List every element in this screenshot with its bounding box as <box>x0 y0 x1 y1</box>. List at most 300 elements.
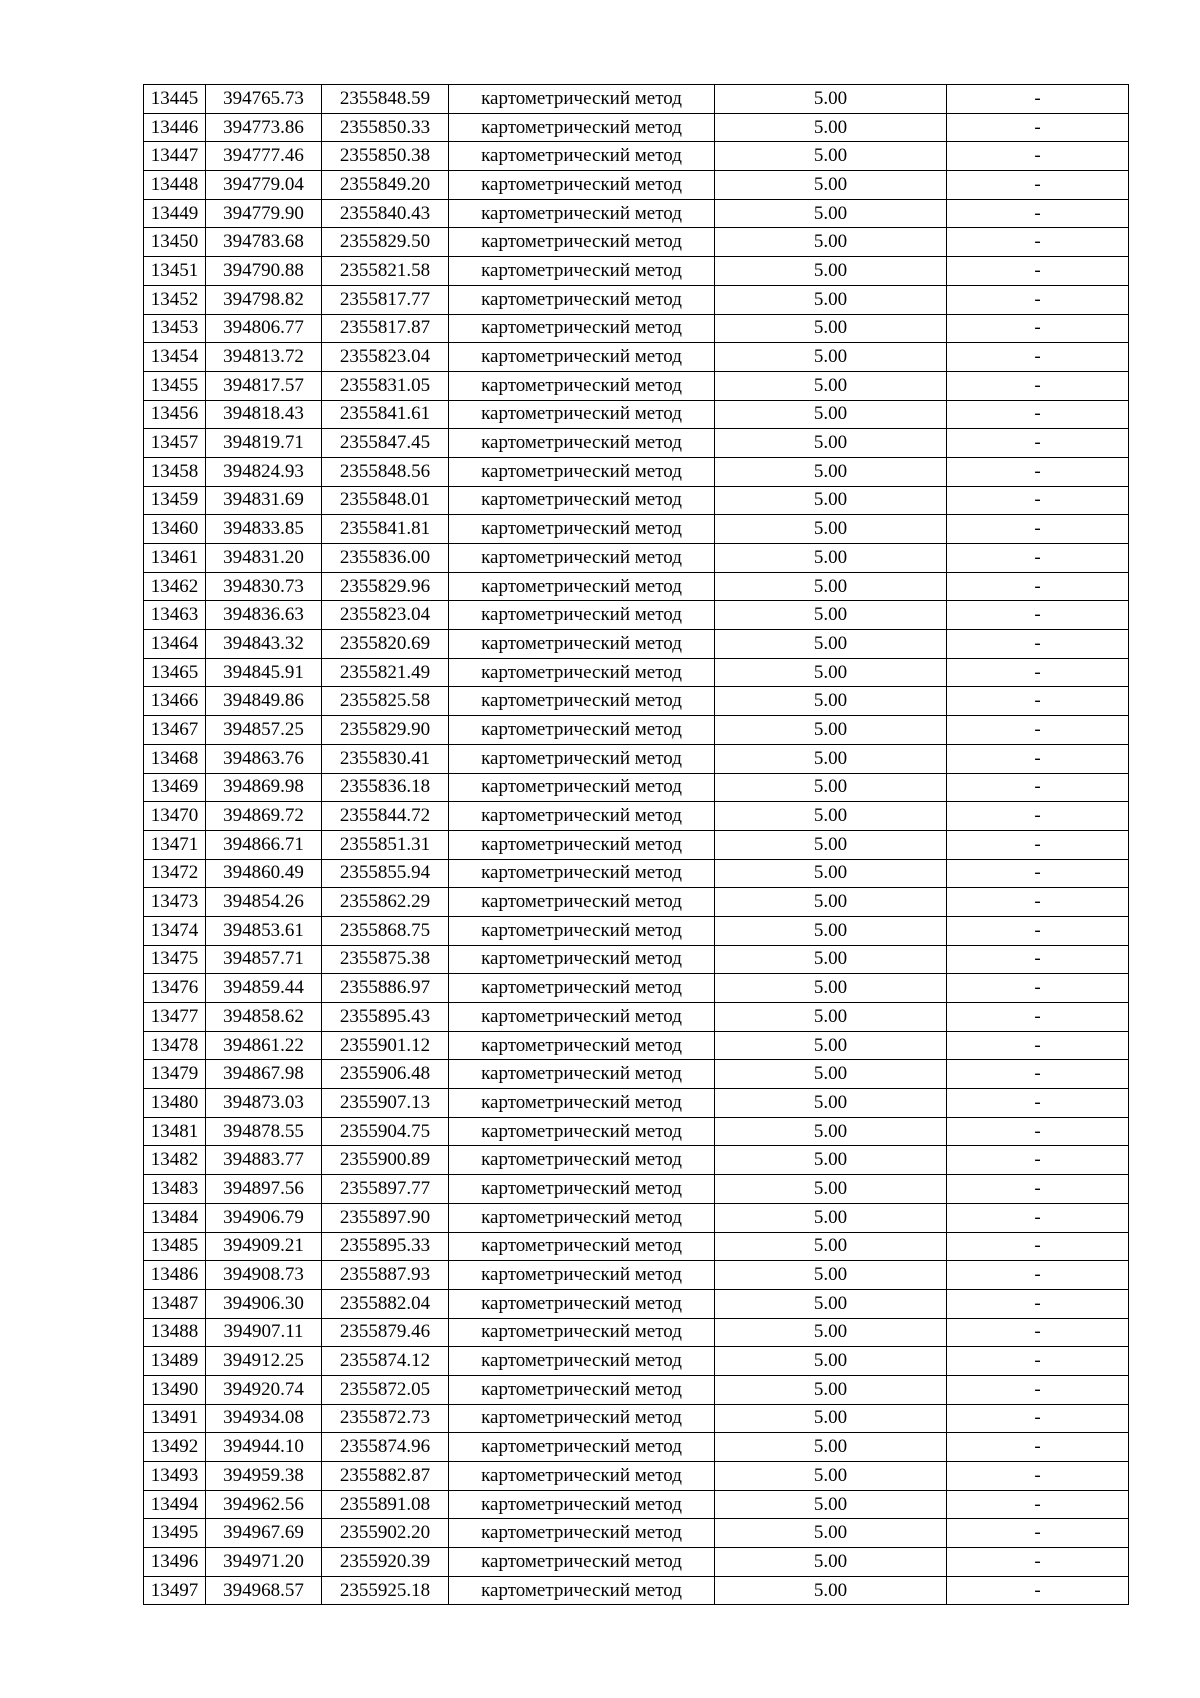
description-cell: - <box>947 257 1129 286</box>
accuracy-cell: 5.00 <box>715 486 947 515</box>
table-row <box>144 515 1129 544</box>
y-coordinate-cell: 2355850.33 <box>322 113 449 142</box>
x-coordinate-cell: 394873.03 <box>206 1089 322 1118</box>
y-coordinate-cell: 2355874.96 <box>322 1433 449 1462</box>
accuracy-cell: 5.00 <box>715 687 947 716</box>
y-coordinate-cell: 2355847.45 <box>322 429 449 458</box>
x-coordinate-cell: 394798.82 <box>206 285 322 314</box>
table-row <box>144 1433 1129 1462</box>
x-coordinate-cell: 394859.44 <box>206 974 322 1003</box>
method-cell: картометрический метод <box>449 343 715 372</box>
accuracy-cell: 5.00 <box>715 113 947 142</box>
point-number-cell: 13477 <box>144 1003 206 1032</box>
table-row <box>144 1031 1129 1060</box>
description-cell: - <box>947 1146 1129 1175</box>
table-row <box>144 658 1129 687</box>
table-row <box>144 859 1129 888</box>
table-row <box>144 429 1129 458</box>
point-number-cell: 13460 <box>144 515 206 544</box>
y-coordinate-cell: 2355875.38 <box>322 945 449 974</box>
description-cell: - <box>947 400 1129 429</box>
description-cell: - <box>947 113 1129 142</box>
table-row <box>144 257 1129 286</box>
method-cell: картометрический метод <box>449 1003 715 1032</box>
y-coordinate-cell: 2355829.50 <box>322 228 449 257</box>
table-row <box>144 687 1129 716</box>
method-cell: картометрический метод <box>449 687 715 716</box>
point-number-cell: 13457 <box>144 429 206 458</box>
y-coordinate-cell: 2355817.87 <box>322 314 449 343</box>
accuracy-cell: 5.00 <box>715 1375 947 1404</box>
y-coordinate-cell: 2355850.38 <box>322 142 449 171</box>
description-cell: - <box>947 1117 1129 1146</box>
y-coordinate-cell: 2355874.12 <box>322 1347 449 1376</box>
point-number-cell: 13464 <box>144 630 206 659</box>
description-cell: - <box>947 859 1129 888</box>
description-cell: - <box>947 371 1129 400</box>
x-coordinate-cell: 394836.63 <box>206 601 322 630</box>
point-number-cell: 13472 <box>144 859 206 888</box>
point-number-cell: 13496 <box>144 1548 206 1577</box>
y-coordinate-cell: 2355868.75 <box>322 916 449 945</box>
point-number-cell: 13475 <box>144 945 206 974</box>
point-number-cell: 13482 <box>144 1146 206 1175</box>
accuracy-cell: 5.00 <box>715 228 947 257</box>
y-coordinate-cell: 2355872.05 <box>322 1375 449 1404</box>
x-coordinate-cell: 394857.71 <box>206 945 322 974</box>
x-coordinate-cell: 394944.10 <box>206 1433 322 1462</box>
accuracy-cell: 5.00 <box>715 1203 947 1232</box>
table-row <box>144 285 1129 314</box>
method-cell: картометрический метод <box>449 1548 715 1577</box>
y-coordinate-cell: 2355872.73 <box>322 1404 449 1433</box>
table-row <box>144 1576 1129 1605</box>
accuracy-cell: 5.00 <box>715 1490 947 1519</box>
method-cell: картометрический метод <box>449 371 715 400</box>
y-coordinate-cell: 2355841.81 <box>322 515 449 544</box>
x-coordinate-cell: 394962.56 <box>206 1490 322 1519</box>
table-row <box>144 1490 1129 1519</box>
table-row <box>144 1003 1129 1032</box>
x-coordinate-cell: 394817.57 <box>206 371 322 400</box>
x-coordinate-cell: 394765.73 <box>206 85 322 114</box>
x-coordinate-cell: 394813.72 <box>206 343 322 372</box>
y-coordinate-cell: 2355904.75 <box>322 1117 449 1146</box>
method-cell: картометрический метод <box>449 1289 715 1318</box>
accuracy-cell: 5.00 <box>715 1289 947 1318</box>
point-number-cell: 13490 <box>144 1375 206 1404</box>
method-cell: картометрический метод <box>449 544 715 573</box>
description-cell: - <box>947 945 1129 974</box>
method-cell: картометрический метод <box>449 630 715 659</box>
point-number-cell: 13495 <box>144 1519 206 1548</box>
x-coordinate-cell: 394878.55 <box>206 1117 322 1146</box>
point-number-cell: 13454 <box>144 343 206 372</box>
point-number-cell: 13463 <box>144 601 206 630</box>
x-coordinate-cell: 394857.25 <box>206 716 322 745</box>
table-row <box>144 171 1129 200</box>
method-cell: картометрический метод <box>449 285 715 314</box>
method-cell: картометрический метод <box>449 142 715 171</box>
table-row <box>144 142 1129 171</box>
table-row <box>144 1232 1129 1261</box>
y-coordinate-cell: 2355886.97 <box>322 974 449 1003</box>
x-coordinate-cell: 394830.73 <box>206 572 322 601</box>
description-cell: - <box>947 228 1129 257</box>
x-coordinate-cell: 394920.74 <box>206 1375 322 1404</box>
point-number-cell: 13469 <box>144 773 206 802</box>
point-number-cell: 13486 <box>144 1261 206 1290</box>
description-cell: - <box>947 773 1129 802</box>
point-number-cell: 13462 <box>144 572 206 601</box>
method-cell: картометрический метод <box>449 1261 715 1290</box>
y-coordinate-cell: 2355855.94 <box>322 859 449 888</box>
table-row <box>144 1548 1129 1577</box>
method-cell: картометрический метод <box>449 888 715 917</box>
description-cell: - <box>947 1462 1129 1491</box>
x-coordinate-cell: 394906.79 <box>206 1203 322 1232</box>
table-row <box>144 113 1129 142</box>
description-cell: - <box>947 1548 1129 1577</box>
description-cell: - <box>947 1576 1129 1605</box>
x-coordinate-cell: 394967.69 <box>206 1519 322 1548</box>
table-row <box>144 888 1129 917</box>
x-coordinate-cell: 394831.69 <box>206 486 322 515</box>
method-cell: картометрический метод <box>449 916 715 945</box>
x-coordinate-cell: 394883.77 <box>206 1146 322 1175</box>
y-coordinate-cell: 2355844.72 <box>322 802 449 831</box>
y-coordinate-cell: 2355925.18 <box>322 1576 449 1605</box>
accuracy-cell: 5.00 <box>715 285 947 314</box>
description-cell: - <box>947 142 1129 171</box>
point-number-cell: 13456 <box>144 400 206 429</box>
x-coordinate-cell: 394866.71 <box>206 830 322 859</box>
x-coordinate-cell: 394860.49 <box>206 859 322 888</box>
x-coordinate-cell: 394845.91 <box>206 658 322 687</box>
method-cell: картометрический метод <box>449 199 715 228</box>
table-row <box>144 630 1129 659</box>
point-number-cell: 13468 <box>144 744 206 773</box>
table-row <box>144 916 1129 945</box>
point-number-cell: 13447 <box>144 142 206 171</box>
y-coordinate-cell: 2355817.77 <box>322 285 449 314</box>
y-coordinate-cell: 2355823.04 <box>322 601 449 630</box>
y-coordinate-cell: 2355862.29 <box>322 888 449 917</box>
method-cell: картометрический метод <box>449 1519 715 1548</box>
y-coordinate-cell: 2355840.43 <box>322 199 449 228</box>
method-cell: картометрический метод <box>449 744 715 773</box>
table-row <box>144 830 1129 859</box>
method-cell: картометрический метод <box>449 1318 715 1347</box>
point-number-cell: 13453 <box>144 314 206 343</box>
accuracy-cell: 5.00 <box>715 1003 947 1032</box>
description-cell: - <box>947 658 1129 687</box>
x-coordinate-cell: 394968.57 <box>206 1576 322 1605</box>
point-number-cell: 13478 <box>144 1031 206 1060</box>
x-coordinate-cell: 394907.11 <box>206 1318 322 1347</box>
method-cell: картометрический метод <box>449 716 715 745</box>
x-coordinate-cell: 394849.86 <box>206 687 322 716</box>
accuracy-cell: 5.00 <box>715 802 947 831</box>
y-coordinate-cell: 2355823.04 <box>322 343 449 372</box>
method-cell: картометрический метод <box>449 1175 715 1204</box>
x-coordinate-cell: 394843.32 <box>206 630 322 659</box>
accuracy-cell: 5.00 <box>715 429 947 458</box>
accuracy-cell: 5.00 <box>715 257 947 286</box>
method-cell: картометрический метод <box>449 1203 715 1232</box>
description-cell: - <box>947 1261 1129 1290</box>
description-cell: - <box>947 830 1129 859</box>
accuracy-cell: 5.00 <box>715 400 947 429</box>
accuracy-cell: 5.00 <box>715 1462 947 1491</box>
description-cell: - <box>947 1031 1129 1060</box>
y-coordinate-cell: 2355820.69 <box>322 630 449 659</box>
point-number-cell: 13481 <box>144 1117 206 1146</box>
y-coordinate-cell: 2355821.58 <box>322 257 449 286</box>
table-row <box>144 457 1129 486</box>
x-coordinate-cell: 394867.98 <box>206 1060 322 1089</box>
point-number-cell: 13493 <box>144 1462 206 1491</box>
x-coordinate-cell: 394858.62 <box>206 1003 322 1032</box>
method-cell: картометрический метод <box>449 314 715 343</box>
method-cell: картометрический метод <box>449 113 715 142</box>
table-row <box>144 1261 1129 1290</box>
table-row <box>144 1175 1129 1204</box>
x-coordinate-cell: 394869.98 <box>206 773 322 802</box>
accuracy-cell: 5.00 <box>715 171 947 200</box>
method-cell: картометрический метод <box>449 257 715 286</box>
table-row <box>144 974 1129 1003</box>
y-coordinate-cell: 2355821.49 <box>322 658 449 687</box>
y-coordinate-cell: 2355920.39 <box>322 1548 449 1577</box>
x-coordinate-cell: 394824.93 <box>206 457 322 486</box>
table-row <box>144 802 1129 831</box>
point-number-cell: 13458 <box>144 457 206 486</box>
table-row <box>144 486 1129 515</box>
y-coordinate-cell: 2355891.08 <box>322 1490 449 1519</box>
accuracy-cell: 5.00 <box>715 1175 947 1204</box>
table-row <box>144 1060 1129 1089</box>
accuracy-cell: 5.00 <box>715 142 947 171</box>
description-cell: - <box>947 716 1129 745</box>
point-number-cell: 13465 <box>144 658 206 687</box>
y-coordinate-cell: 2355907.13 <box>322 1089 449 1118</box>
method-cell: картометрический метод <box>449 1060 715 1089</box>
description-cell: - <box>947 1375 1129 1404</box>
table-row <box>144 572 1129 601</box>
accuracy-cell: 5.00 <box>715 1576 947 1605</box>
description-cell: - <box>947 630 1129 659</box>
x-coordinate-cell: 394779.04 <box>206 171 322 200</box>
y-coordinate-cell: 2355831.05 <box>322 371 449 400</box>
y-coordinate-cell: 2355830.41 <box>322 744 449 773</box>
x-coordinate-cell: 394909.21 <box>206 1232 322 1261</box>
method-cell: картометрический метод <box>449 400 715 429</box>
point-number-cell: 13451 <box>144 257 206 286</box>
y-coordinate-cell: 2355902.20 <box>322 1519 449 1548</box>
accuracy-cell: 5.00 <box>715 1347 947 1376</box>
description-cell: - <box>947 1203 1129 1232</box>
description-cell: - <box>947 1404 1129 1433</box>
point-number-cell: 13455 <box>144 371 206 400</box>
y-coordinate-cell: 2355851.31 <box>322 830 449 859</box>
x-coordinate-cell: 394897.56 <box>206 1175 322 1204</box>
y-coordinate-cell: 2355882.04 <box>322 1289 449 1318</box>
method-cell: картометрический метод <box>449 1375 715 1404</box>
point-number-cell: 13484 <box>144 1203 206 1232</box>
x-coordinate-cell: 394971.20 <box>206 1548 322 1577</box>
point-number-cell: 13494 <box>144 1490 206 1519</box>
x-coordinate-cell: 394777.46 <box>206 142 322 171</box>
y-coordinate-cell: 2355841.61 <box>322 400 449 429</box>
x-coordinate-cell: 394806.77 <box>206 314 322 343</box>
description-cell: - <box>947 1175 1129 1204</box>
accuracy-cell: 5.00 <box>715 945 947 974</box>
description-cell: - <box>947 1519 1129 1548</box>
description-cell: - <box>947 687 1129 716</box>
table-row <box>144 228 1129 257</box>
method-cell: картометрический метод <box>449 658 715 687</box>
table-row <box>144 716 1129 745</box>
accuracy-cell: 5.00 <box>715 85 947 114</box>
point-number-cell: 13459 <box>144 486 206 515</box>
y-coordinate-cell: 2355900.89 <box>322 1146 449 1175</box>
method-cell: картометрический метод <box>449 1404 715 1433</box>
description-cell: - <box>947 457 1129 486</box>
method-cell: картометрический метод <box>449 1089 715 1118</box>
table-row <box>144 773 1129 802</box>
accuracy-cell: 5.00 <box>715 1404 947 1433</box>
point-number-cell: 13466 <box>144 687 206 716</box>
method-cell: картометрический метод <box>449 945 715 974</box>
x-coordinate-cell: 394833.85 <box>206 515 322 544</box>
y-coordinate-cell: 2355849.20 <box>322 171 449 200</box>
x-coordinate-cell: 394773.86 <box>206 113 322 142</box>
method-cell: картометрический метод <box>449 1433 715 1462</box>
accuracy-cell: 5.00 <box>715 716 947 745</box>
point-number-cell: 13492 <box>144 1433 206 1462</box>
accuracy-cell: 5.00 <box>715 859 947 888</box>
description-cell: - <box>947 1318 1129 1347</box>
x-coordinate-cell: 394854.26 <box>206 888 322 917</box>
table-row <box>144 199 1129 228</box>
x-coordinate-cell: 394819.71 <box>206 429 322 458</box>
accuracy-cell: 5.00 <box>715 457 947 486</box>
method-cell: картометрический метод <box>449 773 715 802</box>
y-coordinate-cell: 2355882.87 <box>322 1462 449 1491</box>
description-cell: - <box>947 744 1129 773</box>
accuracy-cell: 5.00 <box>715 572 947 601</box>
description-cell: - <box>947 1347 1129 1376</box>
y-coordinate-cell: 2355901.12 <box>322 1031 449 1060</box>
accuracy-cell: 5.00 <box>715 343 947 372</box>
method-cell: картометрический метод <box>449 457 715 486</box>
description-cell: - <box>947 1289 1129 1318</box>
coordinates-table <box>143 84 1129 1605</box>
x-coordinate-cell: 394831.20 <box>206 544 322 573</box>
point-number-cell: 13474 <box>144 916 206 945</box>
y-coordinate-cell: 2355848.56 <box>322 457 449 486</box>
table-row <box>144 1146 1129 1175</box>
accuracy-cell: 5.00 <box>715 1261 947 1290</box>
accuracy-cell: 5.00 <box>715 371 947 400</box>
table-row <box>144 314 1129 343</box>
method-cell: картометрический метод <box>449 1232 715 1261</box>
description-cell: - <box>947 1232 1129 1261</box>
table-row <box>144 1089 1129 1118</box>
x-coordinate-cell: 394863.76 <box>206 744 322 773</box>
accuracy-cell: 5.00 <box>715 1433 947 1462</box>
method-cell: картометрический метод <box>449 228 715 257</box>
table-row <box>144 1404 1129 1433</box>
point-number-cell: 13487 <box>144 1289 206 1318</box>
y-coordinate-cell: 2355825.58 <box>322 687 449 716</box>
method-cell: картометрический метод <box>449 1146 715 1175</box>
description-cell: - <box>947 171 1129 200</box>
description-cell: - <box>947 1490 1129 1519</box>
description-cell: - <box>947 1060 1129 1089</box>
description-cell: - <box>947 486 1129 515</box>
method-cell: картометрический метод <box>449 171 715 200</box>
point-number-cell: 13491 <box>144 1404 206 1433</box>
method-cell: картометрический метод <box>449 1490 715 1519</box>
accuracy-cell: 5.00 <box>715 1232 947 1261</box>
method-cell: картометрический метод <box>449 859 715 888</box>
y-coordinate-cell: 2355895.33 <box>322 1232 449 1261</box>
method-cell: картометрический метод <box>449 830 715 859</box>
accuracy-cell: 5.00 <box>715 630 947 659</box>
accuracy-cell: 5.00 <box>715 974 947 1003</box>
x-coordinate-cell: 394908.73 <box>206 1261 322 1290</box>
point-number-cell: 13470 <box>144 802 206 831</box>
point-number-cell: 13471 <box>144 830 206 859</box>
table-row <box>144 1117 1129 1146</box>
accuracy-cell: 5.00 <box>715 658 947 687</box>
accuracy-cell: 5.00 <box>715 515 947 544</box>
table-row <box>144 1347 1129 1376</box>
y-coordinate-cell: 2355887.93 <box>322 1261 449 1290</box>
y-coordinate-cell: 2355829.90 <box>322 716 449 745</box>
point-number-cell: 13489 <box>144 1347 206 1376</box>
x-coordinate-cell: 394959.38 <box>206 1462 322 1491</box>
x-coordinate-cell: 394853.61 <box>206 916 322 945</box>
method-cell: картометрический метод <box>449 1031 715 1060</box>
point-number-cell: 13452 <box>144 285 206 314</box>
description-cell: - <box>947 85 1129 114</box>
point-number-cell: 13467 <box>144 716 206 745</box>
x-coordinate-cell: 394906.30 <box>206 1289 322 1318</box>
description-cell: - <box>947 601 1129 630</box>
y-coordinate-cell: 2355897.77 <box>322 1175 449 1204</box>
x-coordinate-cell: 394790.88 <box>206 257 322 286</box>
description-cell: - <box>947 1433 1129 1462</box>
table-row <box>144 744 1129 773</box>
description-cell: - <box>947 285 1129 314</box>
description-cell: - <box>947 1003 1129 1032</box>
point-number-cell: 13497 <box>144 1576 206 1605</box>
description-cell: - <box>947 802 1129 831</box>
accuracy-cell: 5.00 <box>715 1060 947 1089</box>
description-cell: - <box>947 888 1129 917</box>
x-coordinate-cell: 394779.90 <box>206 199 322 228</box>
accuracy-cell: 5.00 <box>715 1318 947 1347</box>
x-coordinate-cell: 394818.43 <box>206 400 322 429</box>
description-cell: - <box>947 544 1129 573</box>
accuracy-cell: 5.00 <box>715 1031 947 1060</box>
y-coordinate-cell: 2355895.43 <box>322 1003 449 1032</box>
table-row <box>144 1203 1129 1232</box>
description-cell: - <box>947 515 1129 544</box>
